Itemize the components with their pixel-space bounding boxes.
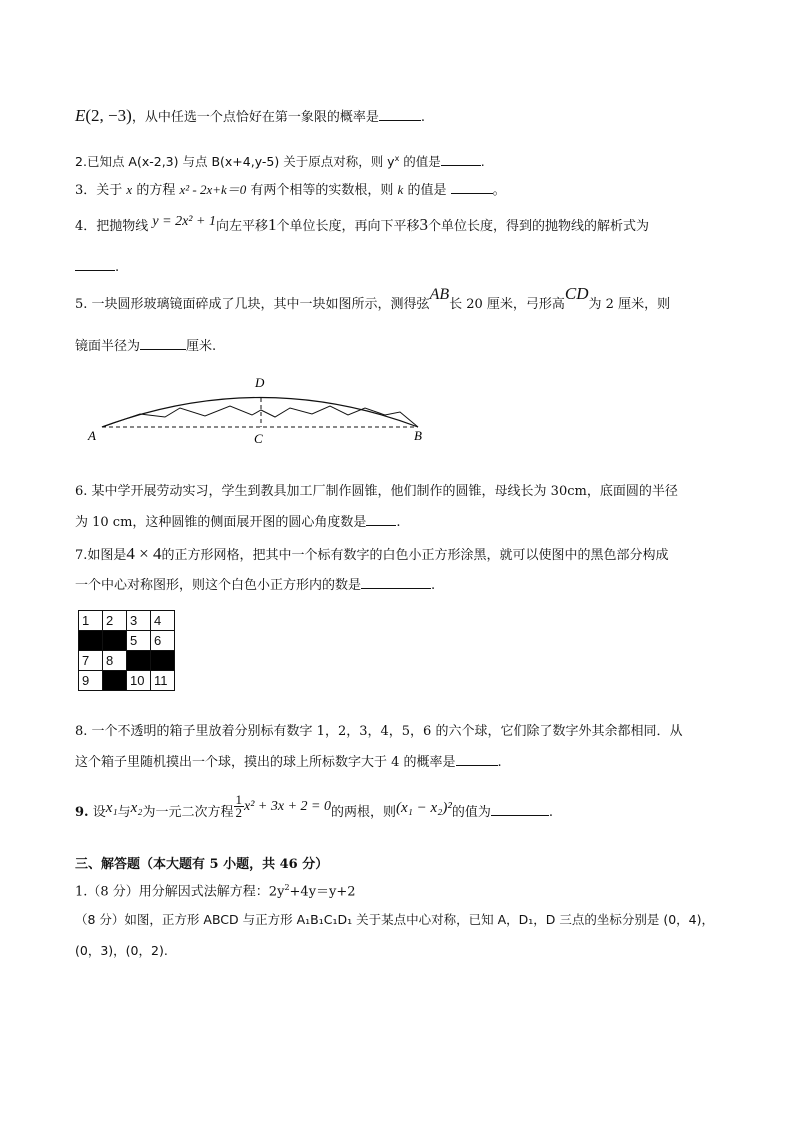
q9-answer-blank[interactable] (491, 803, 549, 816)
q3-end: 。 (492, 183, 506, 198)
grid-cell: 6 (151, 631, 175, 651)
q7-answer-blank[interactable] (361, 576, 431, 589)
grid-cell-black (151, 651, 175, 671)
q6-line1: 某中学开展劳动实习，学生到教具加工厂制作圆锥，他们制作的圆锥，母线长为 30cm，底面圆的半径 (91, 484, 678, 499)
q1-point: E(2, −3) (75, 106, 132, 125)
s2-line1: （8 分）如图，正方形 ABCD 与正方形 A₁B₁C₁D₁ 关于某点中心对称，已知 A，D₁，D 三点的坐标分别是 (0，4)， (75, 912, 714, 927)
question-7 (75, 544, 669, 566)
q8-line1: 一个不透明的箱子里放着分别标有数字 1，2，3，4，5，6 的六个球，它们除了数字外其余都相同．从 (91, 724, 683, 739)
q5-height-cd: CD (564, 284, 589, 303)
q2-superscript: x (394, 154, 400, 163)
q9-number: 9. (75, 805, 89, 820)
q9-frac-den: 2 (235, 805, 243, 820)
q9-end: . (548, 805, 554, 820)
q9-x2: x₂ (130, 800, 143, 816)
q3-number: 3． (75, 183, 97, 198)
number-grid (78, 610, 175, 691)
q4-text-d: 个单位长度，得到的抛物线的解析式为 (427, 219, 649, 234)
question-3 (75, 180, 506, 201)
q9-text-a: 设 (92, 805, 106, 820)
label-c: C (254, 431, 263, 446)
q4-answer-blank[interactable] (75, 258, 115, 271)
question-5 (75, 284, 671, 315)
s1-text2: +4y＝y+2 (289, 884, 356, 900)
solve-question-2-line2 (75, 941, 168, 961)
q6-answer-blank[interactable] (366, 513, 396, 526)
q4-line2 (75, 258, 119, 278)
q9-text-e: 的值为 (451, 805, 491, 820)
q7-dimension: 4 × 4 (126, 544, 162, 563)
grid-cell: 2 (103, 611, 127, 631)
break-line (102, 406, 418, 427)
q6-line2 (75, 513, 401, 533)
grid-row (79, 651, 175, 671)
q1-text: ，从中任选一个点恰好在第一象限的概率是 (131, 110, 379, 125)
q9-expression: (x₁ − x₂)² (396, 800, 452, 816)
solve-question-2 (75, 910, 714, 930)
s1-superscript: 2 (284, 883, 290, 892)
question-6 (75, 482, 678, 502)
q7-end: . (431, 578, 436, 593)
grid-row (79, 671, 175, 691)
grid-cell: 4 (151, 611, 175, 631)
q2-number: 2. (75, 154, 87, 170)
q4-n1: 1 (267, 215, 277, 234)
q4-n2: 3 (419, 215, 428, 234)
grid-cell-black (127, 651, 151, 671)
q4-end: . (115, 260, 120, 275)
s1-number: 1. (75, 884, 88, 900)
question-8 (75, 722, 682, 742)
grid-cell-black (103, 631, 127, 651)
q3-text-c: 有两个相等的实数根，则 (246, 183, 398, 198)
q9-equation: x² + 3x + 2 = 0 (244, 799, 331, 814)
arc (102, 398, 418, 428)
grid-cell: 9 (79, 671, 103, 691)
q5-line2-b: 厘米. (186, 339, 217, 354)
q7-line2 (75, 576, 435, 596)
q2-answer-blank[interactable] (441, 153, 481, 166)
q3-var-k: k (397, 182, 404, 197)
question-2 (75, 149, 485, 172)
q3-answer-blank[interactable] (451, 181, 493, 194)
s1-text: （8 分）用分解因式法解方程：2y (87, 884, 285, 900)
q5-answer-blank[interactable] (140, 337, 186, 350)
q8-answer-blank[interactable] (456, 753, 498, 766)
q6-line2-text: 为 10 cm，这种圆锥的侧面展开图的圆心角度数是 (75, 515, 367, 530)
q7-text-a: 如图是 (87, 548, 127, 563)
q3-text-d: 的值是 (403, 183, 451, 198)
q7-text-b: 的正方形网格，把其中一个标有数字的白色小正方形涂黑，就可以使图中的黑色部分构成 (161, 548, 669, 563)
grid-cell-black (103, 671, 127, 691)
grid-cell: 7 (79, 651, 103, 671)
grid-cell: 8 (103, 651, 127, 671)
q5-text-c: 为 2 厘米，则 (588, 297, 671, 312)
q9-x1: x₁ (105, 800, 118, 816)
q6-end: . (396, 515, 401, 530)
q2-text: 已知点 A(x-2,3) 与点 B(x+4,y-5) 关于原点对称，则 y (86, 154, 395, 170)
broken-mirror-figure (80, 370, 440, 452)
q1-tail (75, 106, 425, 128)
q9-frac-num: 1 (235, 792, 243, 807)
q9-text-c: 为一元二次方程 (142, 805, 234, 820)
s2-line2: (0，3)，(0，2). (75, 943, 168, 958)
grid-cell-black (79, 631, 103, 651)
q9-text-d: 的两根，则 (330, 805, 396, 820)
q7-number: 7. (75, 548, 88, 563)
q6-number: 6. (75, 484, 88, 499)
question-4 (75, 215, 649, 237)
question-9 (75, 792, 554, 825)
label-b: B (414, 428, 422, 443)
q2-end: . (480, 154, 485, 170)
label-a: A (88, 428, 96, 443)
q5-text-b: 长 20 厘米，弓形高 (449, 297, 565, 312)
q3-equation: x² - 2x+k＝0 (179, 182, 247, 197)
q5-chord-ab: AB (429, 286, 450, 303)
q8-line2-text: 这个箱子里随机摸出一个球，摸出的球上所标数字大于 4 的概率是 (75, 755, 456, 770)
q4-text-c: 个单位长度，再向下平移 (276, 219, 420, 234)
label-d: D (255, 375, 265, 390)
q1-end: . (420, 110, 425, 125)
grid-row (79, 611, 175, 631)
q3-text-a: 关于 (96, 183, 127, 198)
q8-end: . (497, 755, 502, 770)
q3-var-x: x (126, 182, 133, 197)
q4-equation: y = 2x² + 1 (152, 214, 216, 229)
q5-line2-a: 镜面半径为 (75, 339, 141, 354)
q9-fraction (234, 794, 245, 819)
q7-line2-text: 一个中心对称图形，则这个白色小正方形内的数是 (75, 578, 362, 593)
q5-line2 (75, 337, 216, 357)
section-3-title: 三、解答题（本大题有 5 小题，共 46 分） (75, 857, 329, 872)
grid-cell: 10 (127, 671, 151, 691)
grid-cell: 3 (127, 611, 151, 631)
q4-text-b: 向左平移 (215, 219, 268, 234)
solve-question-1 (75, 878, 356, 902)
q4-text-a: 把抛物线 (96, 219, 153, 234)
q8-number: 8. (75, 724, 88, 739)
q5-number: 5. (75, 297, 88, 312)
grid-cell: 1 (79, 611, 103, 631)
grid-row (79, 631, 175, 651)
grid-cell: 11 (151, 671, 175, 691)
q8-line2 (75, 753, 502, 773)
q3-text-b: 的方程 (132, 183, 180, 198)
grid-cell: 5 (127, 631, 151, 651)
q4-number: 4． (75, 219, 97, 234)
q2-text2: 的值是 (399, 154, 441, 170)
q1-answer-blank[interactable] (379, 108, 421, 121)
q9-text-b: 与 (117, 805, 131, 820)
q5-text-a: 一块圆形玻璃镜面碎成了几块，其中一块如图所示，测得弦 (91, 297, 430, 312)
